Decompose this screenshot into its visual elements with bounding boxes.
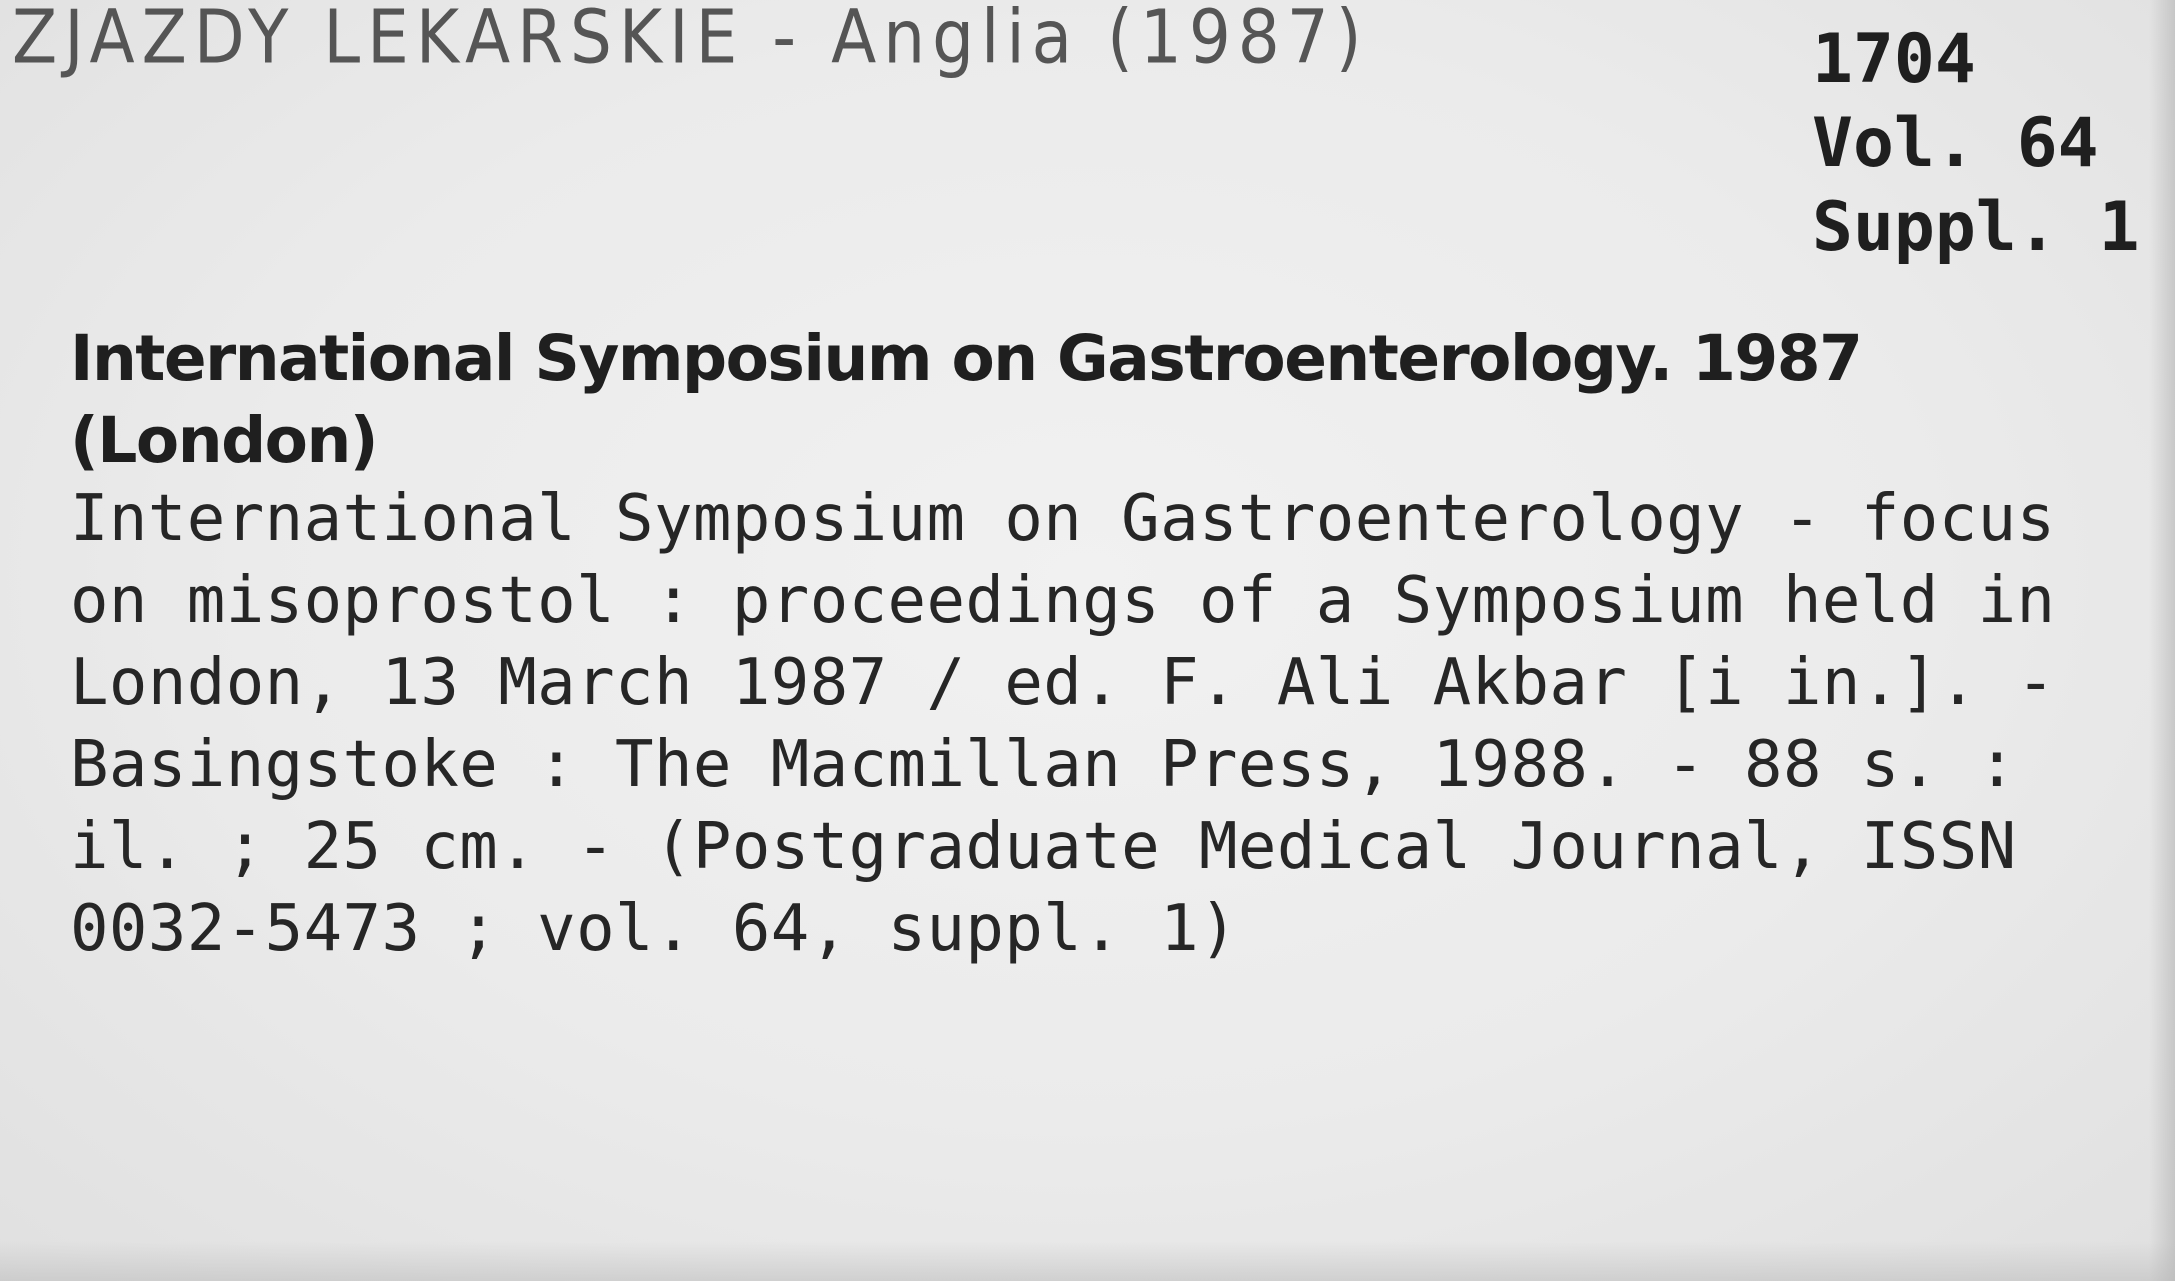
description-line: on misoprostol : proceedings of a Symposium held in: [70, 564, 2056, 638]
description-line: London, 13 March 1987 / ed. F. Ali Akbar [i in.]. -: [70, 646, 2056, 720]
bibliographic-description: [70, 478, 2090, 970]
description-line: 0032-5473 ; vol. 64, suppl. 1): [70, 892, 1238, 966]
main-entry-line: International Symposium on Gastroenterology. 1987: [70, 322, 1862, 395]
call-number-line: Vol. 64: [1812, 104, 2099, 183]
description-line: International Symposium on Gastroenterology - focus: [70, 482, 2056, 556]
call-number-line: 1704: [1812, 20, 1976, 99]
call-number-line: Suppl. 1: [1812, 188, 2140, 267]
handwritten-subject-heading: ZJAZDY LEKARSKIE - Anglia (1987): [12, 0, 1369, 81]
card-bottom-shadow: [0, 1241, 2175, 1281]
call-number: [1812, 18, 2140, 270]
card-edge-shadow: [2149, 0, 2175, 1281]
description-line: il. ; 25 cm. - (Postgraduate Medical Journal, ISSN: [70, 810, 2017, 884]
main-entry-line: (London): [70, 404, 378, 477]
description-line: Basingstoke : The Macmillan Press, 1988. - 88 s. :: [70, 728, 2017, 802]
main-entry-heading: [70, 318, 2080, 482]
